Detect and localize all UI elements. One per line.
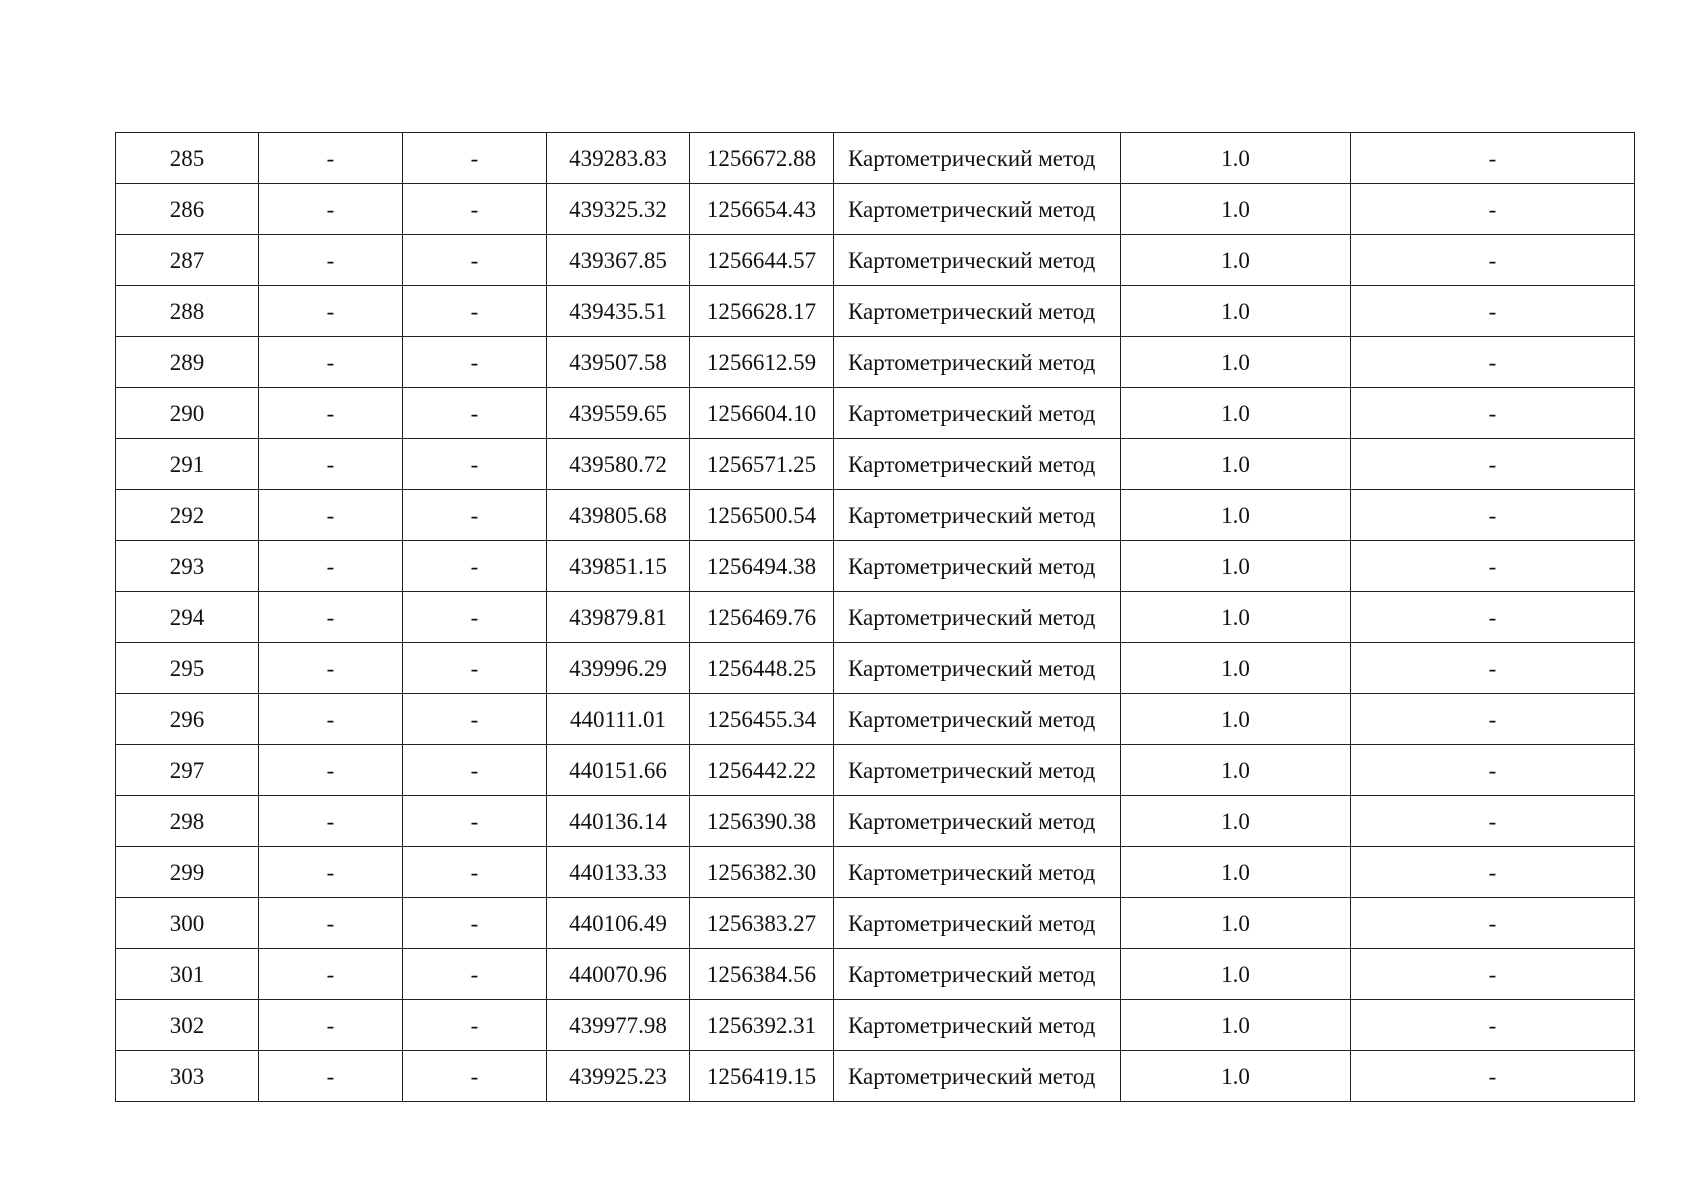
- point-number-cell: 294: [116, 592, 259, 643]
- dash-cell: -: [403, 184, 547, 235]
- coordinate-x-cell: 439925.23: [547, 1051, 690, 1102]
- method-cell: Картометрический метод: [834, 796, 1121, 847]
- coordinate-x-cell: 440111.01: [547, 694, 690, 745]
- accuracy-cell: 1.0: [1121, 694, 1351, 745]
- note-cell: -: [1351, 337, 1635, 388]
- note-cell: -: [1351, 592, 1635, 643]
- coordinate-y-cell: 1256382.30: [690, 847, 834, 898]
- dash-cell: -: [403, 745, 547, 796]
- accuracy-cell: 1.0: [1121, 337, 1351, 388]
- table-row: [116, 592, 1635, 643]
- accuracy-cell: 1.0: [1121, 388, 1351, 439]
- accuracy-cell: 1.0: [1121, 133, 1351, 184]
- accuracy-cell: 1.0: [1121, 745, 1351, 796]
- dash-cell: -: [259, 898, 403, 949]
- method-cell: Картометрический метод: [834, 949, 1121, 1000]
- coordinate-y-cell: 1256672.88: [690, 133, 834, 184]
- dash-cell: -: [403, 847, 547, 898]
- method-cell: Картометрический метод: [834, 694, 1121, 745]
- note-cell: -: [1351, 133, 1635, 184]
- method-cell: Картометрический метод: [834, 337, 1121, 388]
- note-cell: -: [1351, 847, 1635, 898]
- coordinate-y-cell: 1256604.10: [690, 388, 834, 439]
- table-row: [116, 541, 1635, 592]
- dash-cell: -: [259, 796, 403, 847]
- method-cell: Картометрический метод: [834, 490, 1121, 541]
- method-cell: Картометрический метод: [834, 184, 1121, 235]
- coordinate-x-cell: 440136.14: [547, 796, 690, 847]
- dash-cell: -: [403, 643, 547, 694]
- table-row: [116, 286, 1635, 337]
- dash-cell: -: [259, 949, 403, 1000]
- dash-cell: -: [403, 235, 547, 286]
- dash-cell: -: [259, 592, 403, 643]
- dash-cell: -: [403, 337, 547, 388]
- coordinate-y-cell: 1256384.56: [690, 949, 834, 1000]
- dash-cell: -: [403, 541, 547, 592]
- dash-cell: -: [259, 847, 403, 898]
- point-number-cell: 299: [116, 847, 259, 898]
- dash-cell: -: [259, 337, 403, 388]
- point-number-cell: 292: [116, 490, 259, 541]
- method-cell: Картометрический метод: [834, 592, 1121, 643]
- accuracy-cell: 1.0: [1121, 1000, 1351, 1051]
- accuracy-cell: 1.0: [1121, 439, 1351, 490]
- coordinate-x-cell: 440151.66: [547, 745, 690, 796]
- method-cell: Картометрический метод: [834, 643, 1121, 694]
- note-cell: -: [1351, 388, 1635, 439]
- accuracy-cell: 1.0: [1121, 541, 1351, 592]
- table-row: [116, 745, 1635, 796]
- point-number-cell: 288: [116, 286, 259, 337]
- accuracy-cell: 1.0: [1121, 1051, 1351, 1102]
- coordinate-x-cell: 439851.15: [547, 541, 690, 592]
- note-cell: -: [1351, 490, 1635, 541]
- coordinate-x-cell: 439977.98: [547, 1000, 690, 1051]
- dash-cell: -: [259, 694, 403, 745]
- point-number-cell: 286: [116, 184, 259, 235]
- coordinate-x-cell: 440070.96: [547, 949, 690, 1000]
- coordinate-x-cell: 439996.29: [547, 643, 690, 694]
- note-cell: -: [1351, 235, 1635, 286]
- dash-cell: -: [403, 1051, 547, 1102]
- dash-cell: -: [259, 1000, 403, 1051]
- note-cell: -: [1351, 286, 1635, 337]
- coordinate-y-cell: 1256383.27: [690, 898, 834, 949]
- coordinate-y-cell: 1256419.15: [690, 1051, 834, 1102]
- coordinate-y-cell: 1256628.17: [690, 286, 834, 337]
- point-number-cell: 298: [116, 796, 259, 847]
- coordinate-x-cell: 440133.33: [547, 847, 690, 898]
- coordinate-x-cell: 439367.85: [547, 235, 690, 286]
- table-row: [116, 388, 1635, 439]
- dash-cell: -: [259, 490, 403, 541]
- accuracy-cell: 1.0: [1121, 286, 1351, 337]
- accuracy-cell: 1.0: [1121, 898, 1351, 949]
- note-cell: -: [1351, 184, 1635, 235]
- method-cell: Картометрический метод: [834, 1000, 1121, 1051]
- note-cell: -: [1351, 694, 1635, 745]
- point-number-cell: 289: [116, 337, 259, 388]
- coordinate-y-cell: 1256455.34: [690, 694, 834, 745]
- dash-cell: -: [259, 643, 403, 694]
- point-number-cell: 301: [116, 949, 259, 1000]
- point-number-cell: 302: [116, 1000, 259, 1051]
- point-number-cell: 287: [116, 235, 259, 286]
- coordinate-x-cell: 439805.68: [547, 490, 690, 541]
- accuracy-cell: 1.0: [1121, 235, 1351, 286]
- table-row: [116, 490, 1635, 541]
- point-number-cell: 285: [116, 133, 259, 184]
- point-number-cell: 293: [116, 541, 259, 592]
- coordinate-y-cell: 1256644.57: [690, 235, 834, 286]
- table-row: [116, 949, 1635, 1000]
- coordinate-y-cell: 1256654.43: [690, 184, 834, 235]
- coordinate-x-cell: 439559.65: [547, 388, 690, 439]
- point-number-cell: 290: [116, 388, 259, 439]
- note-cell: -: [1351, 796, 1635, 847]
- table-row: [116, 133, 1635, 184]
- method-cell: Картометрический метод: [834, 1051, 1121, 1102]
- dash-cell: -: [259, 184, 403, 235]
- note-cell: -: [1351, 745, 1635, 796]
- dash-cell: -: [403, 592, 547, 643]
- accuracy-cell: 1.0: [1121, 949, 1351, 1000]
- point-number-cell: 297: [116, 745, 259, 796]
- coordinate-y-cell: 1256612.59: [690, 337, 834, 388]
- note-cell: -: [1351, 643, 1635, 694]
- method-cell: Картометрический метод: [834, 745, 1121, 796]
- method-cell: Картометрический метод: [834, 898, 1121, 949]
- table-row: [116, 847, 1635, 898]
- dash-cell: -: [403, 388, 547, 439]
- accuracy-cell: 1.0: [1121, 184, 1351, 235]
- note-cell: -: [1351, 439, 1635, 490]
- table-row: [116, 235, 1635, 286]
- dash-cell: -: [403, 1000, 547, 1051]
- coordinate-y-cell: 1256448.25: [690, 643, 834, 694]
- table-row: [116, 643, 1635, 694]
- dash-cell: -: [403, 133, 547, 184]
- dash-cell: -: [403, 490, 547, 541]
- dash-cell: -: [403, 439, 547, 490]
- note-cell: -: [1351, 898, 1635, 949]
- dash-cell: -: [259, 286, 403, 337]
- point-number-cell: 295: [116, 643, 259, 694]
- table-row: [116, 439, 1635, 490]
- point-number-cell: 291: [116, 439, 259, 490]
- coordinate-y-cell: 1256392.31: [690, 1000, 834, 1051]
- dash-cell: -: [259, 745, 403, 796]
- method-cell: Картометрический метод: [834, 847, 1121, 898]
- method-cell: Картометрический метод: [834, 286, 1121, 337]
- point-number-cell: 296: [116, 694, 259, 745]
- note-cell: -: [1351, 1051, 1635, 1102]
- table-body: [116, 133, 1635, 1102]
- table-row: [116, 898, 1635, 949]
- note-cell: -: [1351, 949, 1635, 1000]
- table-row: [116, 184, 1635, 235]
- coordinate-x-cell: 439879.81: [547, 592, 690, 643]
- accuracy-cell: 1.0: [1121, 796, 1351, 847]
- dash-cell: -: [259, 388, 403, 439]
- coordinate-y-cell: 1256500.54: [690, 490, 834, 541]
- dash-cell: -: [259, 541, 403, 592]
- table-row: [116, 796, 1635, 847]
- dash-cell: -: [259, 133, 403, 184]
- table-row: [116, 1000, 1635, 1051]
- method-cell: Картометрический метод: [834, 541, 1121, 592]
- coordinate-y-cell: 1256390.38: [690, 796, 834, 847]
- method-cell: Картометрический метод: [834, 235, 1121, 286]
- accuracy-cell: 1.0: [1121, 592, 1351, 643]
- method-cell: Картометрический метод: [834, 388, 1121, 439]
- coordinate-y-cell: 1256571.25: [690, 439, 834, 490]
- dash-cell: -: [403, 949, 547, 1000]
- coordinates-table: [115, 132, 1635, 1102]
- point-number-cell: 303: [116, 1051, 259, 1102]
- coordinate-y-cell: 1256442.22: [690, 745, 834, 796]
- accuracy-cell: 1.0: [1121, 490, 1351, 541]
- method-cell: Картометрический метод: [834, 133, 1121, 184]
- accuracy-cell: 1.0: [1121, 847, 1351, 898]
- dash-cell: -: [259, 1051, 403, 1102]
- accuracy-cell: 1.0: [1121, 643, 1351, 694]
- dash-cell: -: [403, 898, 547, 949]
- dash-cell: -: [403, 796, 547, 847]
- coordinate-x-cell: 439580.72: [547, 439, 690, 490]
- method-cell: Картометрический метод: [834, 439, 1121, 490]
- coordinate-x-cell: 440106.49: [547, 898, 690, 949]
- coordinate-x-cell: 439435.51: [547, 286, 690, 337]
- dash-cell: -: [403, 286, 547, 337]
- dash-cell: -: [403, 694, 547, 745]
- coordinate-y-cell: 1256494.38: [690, 541, 834, 592]
- coordinate-x-cell: 439507.58: [547, 337, 690, 388]
- coordinate-x-cell: 439325.32: [547, 184, 690, 235]
- table-row: [116, 1051, 1635, 1102]
- table-row: [116, 694, 1635, 745]
- note-cell: -: [1351, 541, 1635, 592]
- coordinate-x-cell: 439283.83: [547, 133, 690, 184]
- dash-cell: -: [259, 235, 403, 286]
- note-cell: -: [1351, 1000, 1635, 1051]
- point-number-cell: 300: [116, 898, 259, 949]
- coordinate-y-cell: 1256469.76: [690, 592, 834, 643]
- dash-cell: -: [259, 439, 403, 490]
- table-row: [116, 337, 1635, 388]
